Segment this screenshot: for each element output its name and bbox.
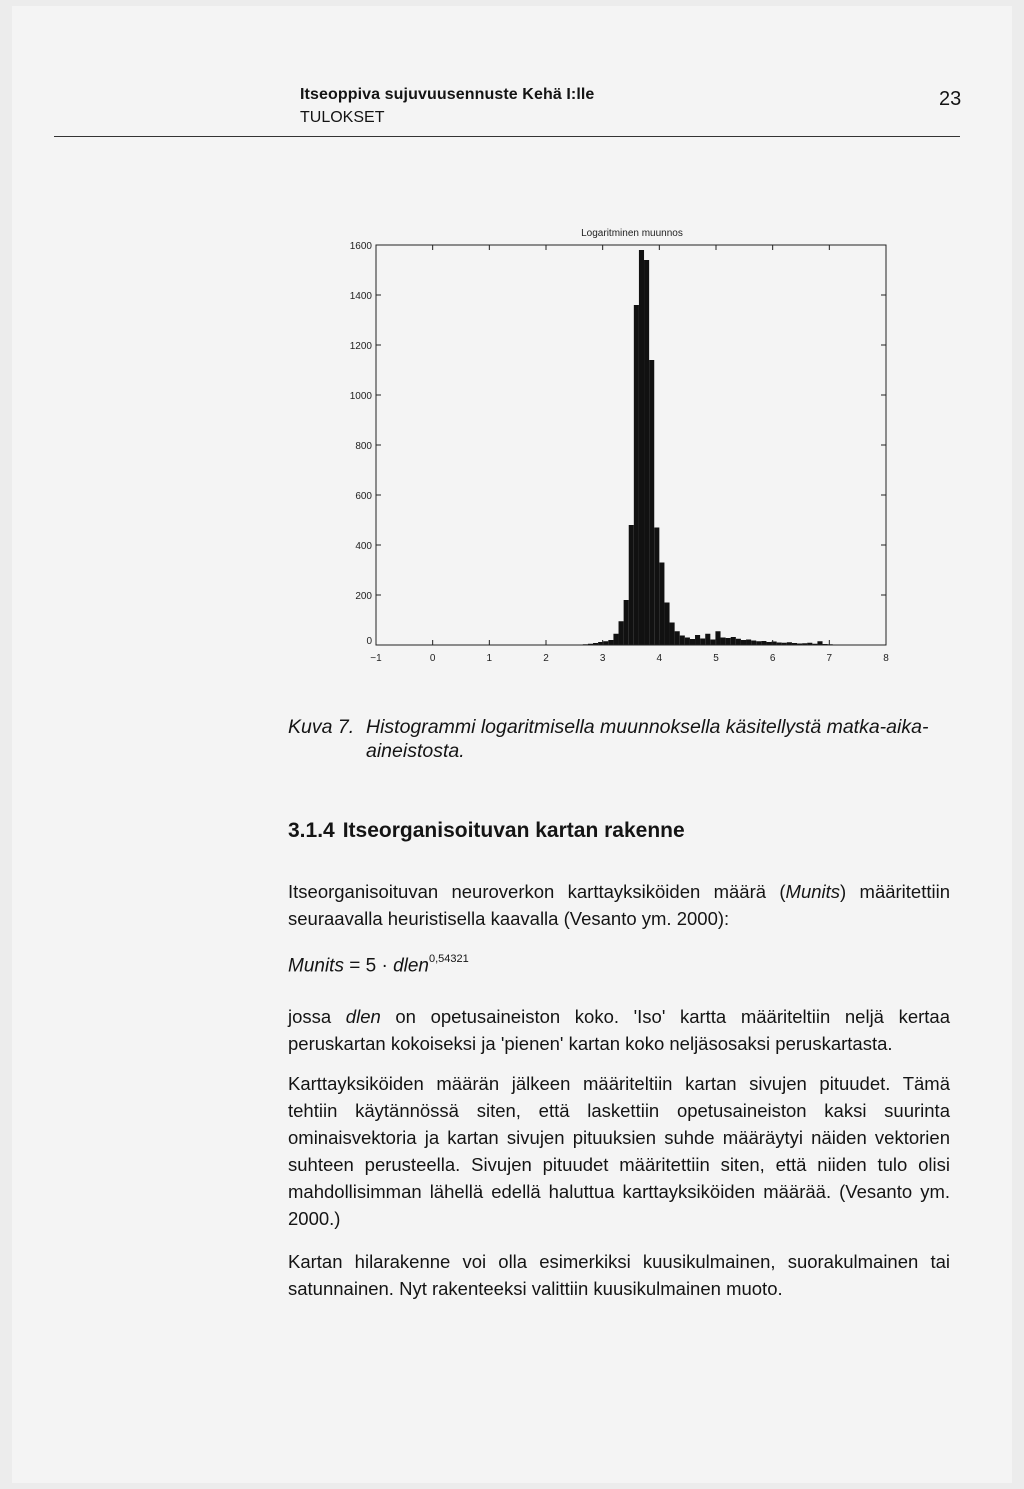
formula-eq: = 5 · xyxy=(343,955,394,977)
histogram-bar xyxy=(654,528,659,646)
histogram-bar xyxy=(700,639,705,646)
running-header-section: TULOKSET xyxy=(300,109,385,126)
x-tick-label: 6 xyxy=(769,653,776,664)
running-header-title: Itseoppiva sujuvuusennuste Kehä I:lle xyxy=(300,86,595,103)
y-tick-label: 200 xyxy=(355,591,372,602)
histogram-bar xyxy=(649,360,654,645)
paragraph-1-munits: Munits xyxy=(785,881,841,902)
paragraph-1-text-c: ) määritettiin seuraavalla heuristisella kaavalla (Vesanto ym. 2000): xyxy=(288,881,951,929)
histogram-bar xyxy=(731,637,736,645)
x-tick-labels xyxy=(370,653,889,664)
section-number: 3.1.4 xyxy=(288,819,335,842)
y-tick-label: 1000 xyxy=(349,391,372,402)
histogram-bar xyxy=(817,641,822,645)
histogram-bar xyxy=(695,635,700,645)
histogram-bar xyxy=(756,641,761,645)
caption-line2: aineistosta. xyxy=(366,740,465,762)
section-title: Itseorganisoituvan kartan rakenne xyxy=(342,819,685,842)
paragraph-2-text-a: jossa xyxy=(288,1006,346,1027)
histogram-bar xyxy=(629,525,634,645)
x-tick-label: 2 xyxy=(543,653,549,664)
histogram-bar xyxy=(746,640,751,646)
y-tick-label: 1200 xyxy=(349,341,372,352)
x-tick-label: 8 xyxy=(883,653,889,664)
paragraph-1 xyxy=(288,878,950,932)
formula-var: dlen xyxy=(393,955,429,977)
histogram-bar xyxy=(644,260,649,645)
histogram-bar xyxy=(736,639,741,645)
x-tick-label: −1 xyxy=(370,653,382,664)
formula xyxy=(288,955,469,977)
histogram-bar xyxy=(690,639,695,645)
histogram-bar xyxy=(680,636,685,646)
x-tick-label: 4 xyxy=(656,653,663,664)
x-tick-label: 3 xyxy=(599,653,606,664)
caption-label: Kuva 7. xyxy=(288,716,355,738)
histogram-bar xyxy=(726,638,731,645)
histogram-bar xyxy=(624,600,629,645)
paragraph-1-text-a: Itseorganisoituvan neuroverkon karttayksiköiden määrä ( xyxy=(288,881,786,902)
histogram-bar xyxy=(639,250,644,645)
histogram-chart xyxy=(0,0,1024,700)
x-tick-label: 7 xyxy=(826,653,833,664)
chart-title: Logaritminen muunnos xyxy=(581,228,683,239)
histogram-bar xyxy=(705,634,710,645)
section-heading xyxy=(288,819,685,843)
histogram-bar xyxy=(710,640,715,646)
formula-exponent: 0,54321 xyxy=(429,953,469,965)
x-tick-label: 5 xyxy=(713,653,719,664)
paragraph-4: Kartan hilarakenne voi olla esimerkiksi kuusikulmainen, suorakulmainen tai satunnainen. Nyt rakenteeksi valittiin kuusikulmainen muoto. xyxy=(288,1251,950,1299)
histogram-bars xyxy=(583,250,843,645)
y-tick-label: 1400 xyxy=(349,291,372,302)
histogram-bar xyxy=(751,641,756,646)
histogram-bar xyxy=(608,640,613,645)
paragraph-2-dlen: dlen xyxy=(345,1006,381,1027)
histogram-bar xyxy=(721,638,726,646)
histogram-bar xyxy=(634,305,639,645)
figure-caption xyxy=(288,715,948,763)
histogram-bar xyxy=(675,631,680,645)
x-tick-label: 0 xyxy=(429,653,436,664)
paragraph-2-text-c: on opetusaineiston koko. 'Iso' kartta määriteltiin neljä kertaa peruskartan kokoiseksi ja 'pienen' kartan koko neljäsosaksi peruskartasta. xyxy=(288,1006,950,1054)
histogram-bar xyxy=(670,623,675,646)
y-tick-label: 600 xyxy=(355,491,372,502)
histogram-bar xyxy=(603,641,608,645)
y-tick-label: 400 xyxy=(355,541,372,552)
histogram-bar xyxy=(761,641,766,645)
histogram-bar xyxy=(613,634,618,645)
y-tick-labels xyxy=(350,241,373,647)
histogram-bar xyxy=(741,640,746,645)
histogram-bar xyxy=(619,621,624,645)
page-number: 23 xyxy=(939,88,962,110)
histogram-bar xyxy=(685,638,690,646)
paragraph-3: Karttayksiköiden määrän jälkeen määriteltiin kartan sivujen pituudet. Tämä tehtiin käytännössä siten, että laskettiin opetusaineiston kaksi suurinta ominaisvektoria ja kartan sivujen pituuksien suhde määräytyi näiden vektorien suhteen perusteella. Sivujen pituudet määritettiin siten, että niiden tulo olisi mahdollisimman lähellä edellä haluttua karttayksiköiden määrää. (Vesanto ym. 2000.) xyxy=(288,1073,950,1229)
caption-line1: Histogrammi logaritmisella muunnoksella käsitellystä matka-aika- xyxy=(366,716,929,738)
y-tick-label: 1600 xyxy=(349,241,372,252)
y-tick-label: 800 xyxy=(355,441,372,452)
x-tick-label: 1 xyxy=(486,653,493,664)
paragraph-2 xyxy=(288,1003,950,1057)
histogram-bar xyxy=(659,563,664,646)
y-tick-label: 0 xyxy=(366,636,372,647)
histogram-bar xyxy=(664,603,669,646)
formula-lhs: Munits xyxy=(288,955,344,977)
